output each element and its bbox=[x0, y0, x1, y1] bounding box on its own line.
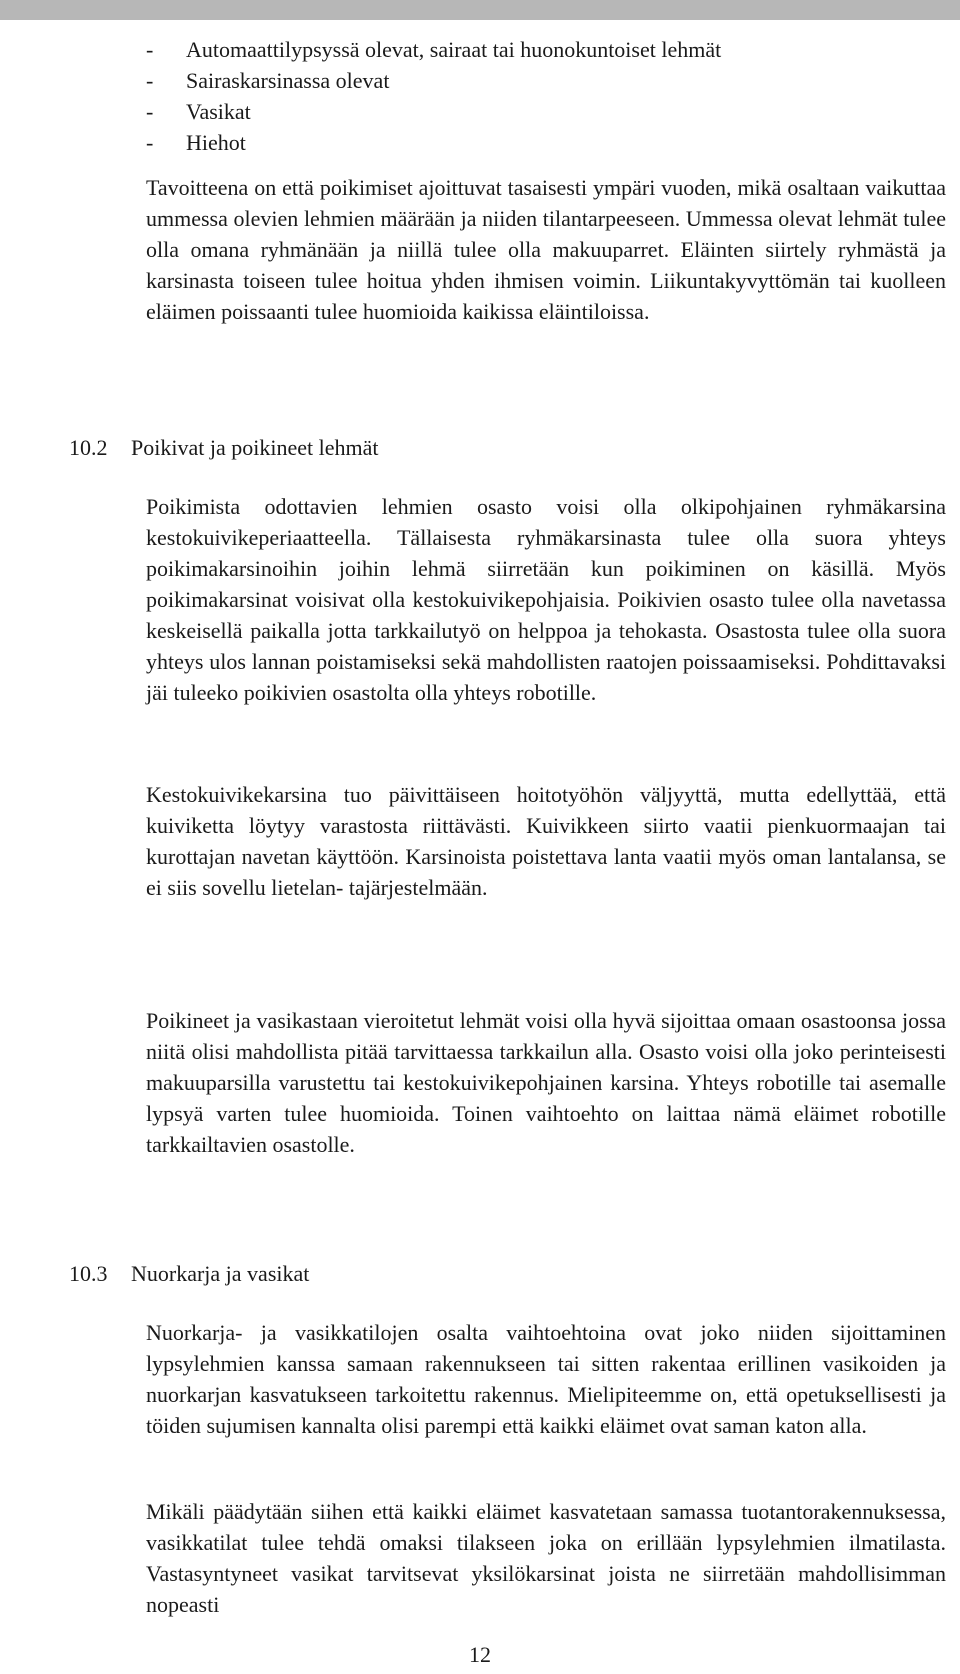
list-item bbox=[146, 34, 936, 65]
bullet-marker: - bbox=[146, 68, 154, 93]
paragraph: Kestokuivikekarsina tuo päivittäiseen hoitotyöhön väljyyttä, mutta edellyttää, että kuiviketta löytyy varastosta riittävästi. Kuivikkeen siirto vaatii pienkuormaajan tai kurottajan navetan käyttöön. Karsinoista poistettava lanta vaatii myös oman lantalansa, se ei siis sovellu lietelan- tajärjestelmään. bbox=[146, 782, 946, 900]
list-item bbox=[146, 65, 936, 96]
bullet-marker: - bbox=[146, 130, 154, 155]
paragraph: Poikineet ja vasikastaan vieroitetut lehmät voisi olla hyvä sijoittaa omaan osastoonsa jossa niitä olisi mahdollista pitää tarvittaessa tarkkailun alla. Osasto voisi olla joko perinteisesti makuuparsilla varustettu tai kestokuivikepohjainen karsina. Yhteys robotille tai asemalle lypsyä varten tulee huomioida. Toinen vaihtoehto on laittaa nämä eläimet robotille tarkkailtavien osastolle. bbox=[146, 1008, 946, 1157]
paragraph: Nuorkarja- ja vasikkatilojen osalta vaihtoehtoina ovat joko niiden sijoittaminen lypsylehmien kanssa samaan rakennukseen tai sitten rakentaa erillinen vasikoiden ja nuorkarjan kasvatukseen tarkoitettu rakennus. Mielipiteemme on, että opetuksellisesti ja töiden sujumisen kannalta olisi parempi että kaikki eläimet ovat saman katon alla. bbox=[146, 1320, 946, 1438]
list-item-text: Automaattilypsyssä olevat, sairaat tai huonokuntoiset lehmät bbox=[186, 37, 722, 62]
paragraph: Mikäli päädytään siihen että kaikki eläimet kasvatetaan samassa tuotantorakennuksessa, vasikkatilat tulee tehdä omaksi tilakseen joka on erillään lypsylehmien ilmatilasta. Vastasyntyneet vasikat tarvitsevat yksilökarsinat joista ne siirretään mahdollisimman nopeasti bbox=[146, 1499, 946, 1617]
list-item-text: Sairaskarsinassa olevat bbox=[186, 68, 390, 93]
list-item-text: Vasikat bbox=[186, 99, 251, 124]
paragraph: Tavoitteena on että poikimiset ajoittuvat tasaisesti ympäri vuoden, mikä osaltaan vaikuttaa ummessa olevien lehmien määrään ja niiden tilantarpeeseen. Ummessa olevat lehmät tulee olla omana ryhmänään ja niillä tulee olla makuuparret. Eläinten siirtely ryhmästä ja karsinasta toiseen tulee hoitua yhden ihmisen voimin. Liikuntakyvyttömän tai kuolleen eläimen poissaanti tulee huomioida kaikissa eläintiloissa. bbox=[146, 175, 946, 324]
bullet-marker: - bbox=[146, 99, 154, 124]
section-number: 10.3 bbox=[69, 1261, 108, 1286]
list-item bbox=[146, 127, 936, 158]
bullet-marker: - bbox=[146, 37, 154, 62]
section-title: Poikivat ja poikineet lehmät bbox=[131, 435, 379, 460]
list-item bbox=[146, 96, 936, 127]
section-heading bbox=[69, 432, 378, 463]
page-number: 12 bbox=[469, 1642, 491, 1667]
paragraph: Poikimista odottavien lehmien osasto voisi olla olkipohjainen ryhmäkarsina kestokuivikeperiaatteella. Tällaisesta ryhmäkarsinasta tulee olla suora yhteys poikimakarsinoihin joihin lehmä siirretään kun poikiminen on käsillä. Myös poikimakarsinat voisivat olla kestokuivikepohjaisia. Poikivien osasto tulee olla navetassa keskeisellä paikalla jotta tarkkailutyö on helppoa ja tehokasta. Osastosta tulee olla suora yhteys ulos lannan poistamiseksi sekä mahdollisten raatojen poissaamiseksi. Pohdittavaksi jäi tuleeko poikivien osastolta olla yhteys robotille. bbox=[146, 494, 946, 705]
section-title: Nuorkarja ja vasikat bbox=[131, 1261, 310, 1286]
section-number: 10.2 bbox=[69, 435, 108, 460]
section-heading bbox=[69, 1258, 309, 1289]
list-item-text: Hiehot bbox=[186, 130, 246, 155]
bullet-list bbox=[146, 34, 936, 158]
